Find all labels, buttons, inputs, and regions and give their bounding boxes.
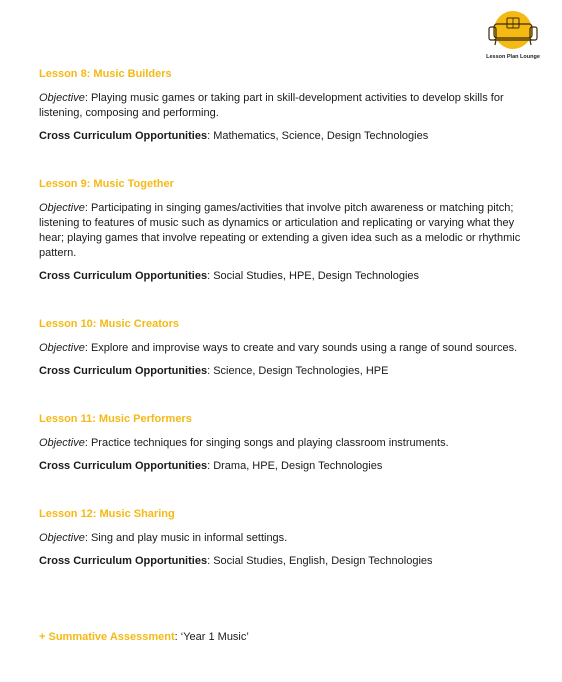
lesson-cross-curriculum (39, 554, 539, 569)
cross-label: Cross Curriculum Opportunities (39, 270, 208, 282)
summative-assessment (39, 630, 249, 644)
lesson-objective (39, 201, 539, 261)
cross-text: : Drama, HPE, Design Technologies (207, 460, 383, 472)
cross-text: : Mathematics, Science, Design Technologies (207, 130, 429, 142)
cross-label: Cross Curriculum Opportunities (39, 555, 208, 567)
objective-text: : Explore and improvise ways to create and vary sounds using a range of sound sources. (84, 342, 518, 354)
cross-text: : Social Studies, English, Design Technologies (207, 555, 433, 567)
couch-logo-icon (480, 10, 546, 52)
objective-label: Objective (39, 342, 85, 354)
objective-label: Objective (39, 92, 85, 104)
lesson-9 (39, 177, 539, 284)
spacer (39, 474, 539, 507)
lesson-12 (39, 507, 539, 569)
lesson-title: Lesson 11: Music Performers (39, 413, 192, 425)
lesson-objective (39, 531, 539, 546)
lesson-cross-curriculum (39, 269, 539, 284)
lesson-objective (39, 91, 539, 121)
brand-logo (478, 10, 548, 62)
objective-label: Objective (39, 202, 85, 214)
spacer (39, 144, 539, 177)
objective-text: : Participating in singing games/activities that involve pitch awareness or matching pitch; listening to features of music such as dynamics or articulation and replicating or varying what they hear; playing games that involve repeating or extending a given idea such as a melodic or rhythmic pattern. (39, 202, 521, 259)
objective-text: : Practice techniques for singing songs and playing classroom instruments. (84, 437, 449, 449)
lesson-objective (39, 436, 539, 451)
cross-label: Cross Curriculum Opportunities (39, 365, 208, 377)
lesson-11 (39, 412, 539, 474)
lesson-10 (39, 317, 539, 379)
lesson-8 (39, 67, 539, 144)
lesson-cross-curriculum (39, 459, 539, 474)
lesson-list (39, 67, 539, 569)
lesson-title: Lesson 8: Music Builders (39, 68, 172, 80)
spacer (39, 379, 539, 412)
lesson-title: Lesson 12: Music Sharing (39, 508, 175, 520)
objective-text: : Playing music games or taking part in skill-development activities to develop skills for listening, composing and performing. (39, 92, 504, 119)
objective-label: Objective (39, 437, 85, 449)
summative-label: + Summative Assessment (39, 631, 175, 643)
cross-text: : Social Studies, HPE, Design Technologies (207, 270, 420, 282)
logo-text: Lesson Plan Lounge (486, 54, 540, 60)
objective-label: Objective (39, 532, 85, 544)
lesson-title: Lesson 10: Music Creators (39, 318, 179, 330)
objective-text: : Sing and play music in informal settings. (84, 532, 288, 544)
cross-label: Cross Curriculum Opportunities (39, 460, 208, 472)
lesson-cross-curriculum (39, 364, 539, 379)
lesson-objective (39, 341, 539, 356)
lesson-title: Lesson 9: Music Together (39, 178, 174, 190)
lesson-cross-curriculum (39, 129, 539, 144)
cross-text: : Science, Design Technologies, HPE (207, 365, 389, 377)
summative-value: : ‘Year 1 Music’ (174, 631, 249, 643)
cross-label: Cross Curriculum Opportunities (39, 130, 208, 142)
spacer (39, 284, 539, 317)
